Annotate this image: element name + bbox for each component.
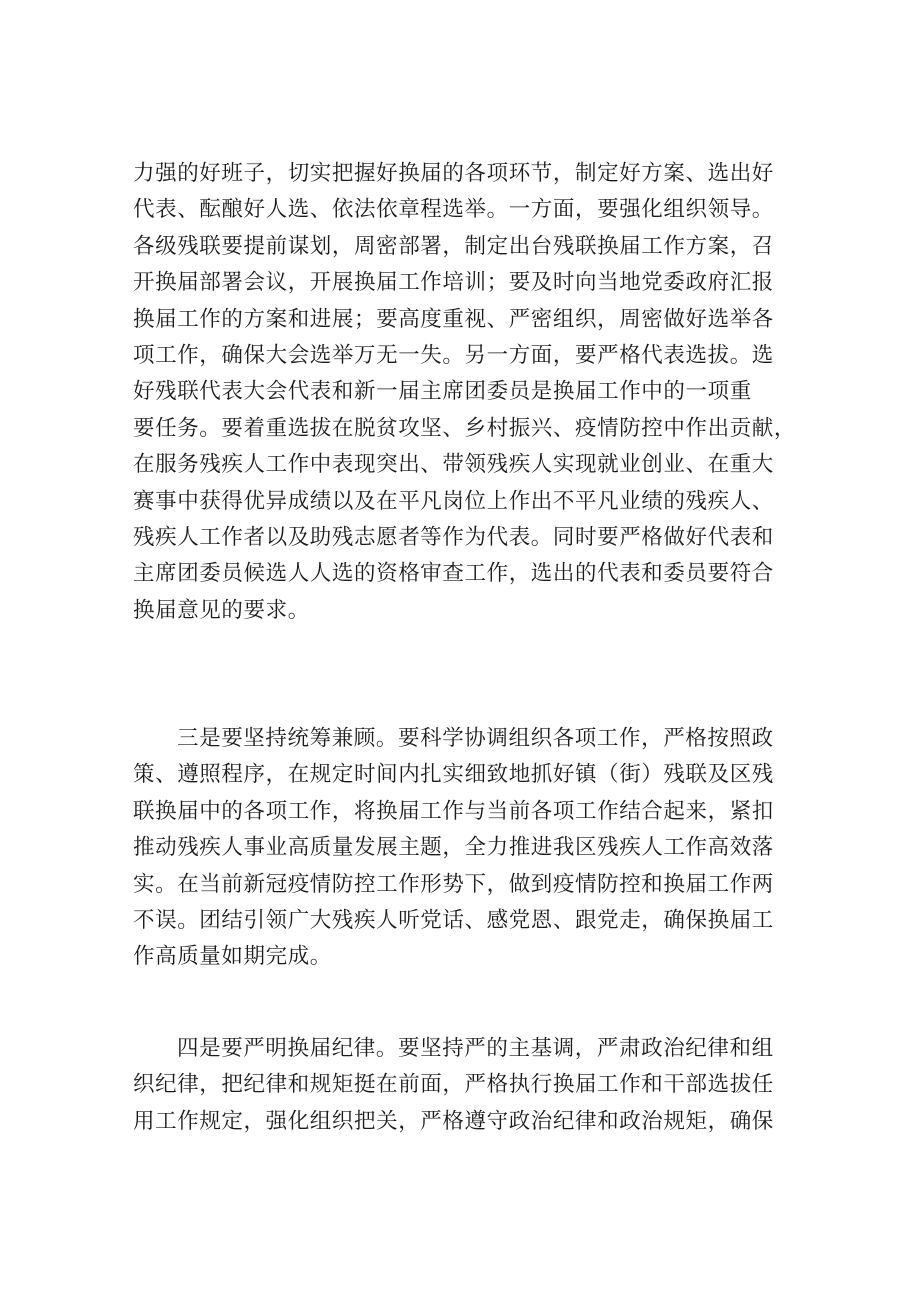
text-line: 织纪律，把纪律和规矩挺在前面，严格执行换届工作和干部选拔任	[133, 1072, 774, 1098]
text-line: 项工作，确保大会选举万无一失。另一方面，要严格代表选拔。选	[133, 342, 774, 368]
text-line: 各级残联要提前谋划，周密部署，制定出台残联换届工作方案，召	[133, 233, 774, 259]
text-line: 联换届中的各项工作，将换届工作与当前各项工作结合起来，紧扣	[133, 798, 774, 824]
text-line: 换届意见的要求。	[133, 597, 310, 623]
text-line: 力强的好班子，切实把握好换届的各项环节，制定好方案、选出好	[133, 161, 774, 186]
text-line: 开换届部署会议，开展换届工作培训；要及时向当地党委政府汇报	[133, 270, 774, 296]
text-line: 要任务。要着重选拔在脱贫攻坚、乡村振兴、疫情防控中作出贡献，	[133, 415, 797, 441]
text-line-first: 三是要坚持统筹兼顾。要科学协调组织各项工作，严格按照政	[177, 726, 774, 751]
paragraph-discipline	[133, 1031, 798, 1140]
text-line: 赛事中获得优异成绩以及在平凡岗位上作出不平凡业绩的残疾人、	[133, 488, 774, 514]
text-line: 换届工作的方案和进展；要高度重视、严密组织，周密做好选举各	[133, 306, 774, 332]
text-line: 残疾人工作者以及助残志愿者等作为代表。同时要严格做好代表和	[133, 524, 774, 550]
text-line: 策、遵照程序，在规定时间内扎实细致地抓好镇（街）残联及区残	[133, 762, 774, 788]
text-line: 好残联代表大会代表和新一届主席团委员是换届工作中的一项重	[133, 379, 752, 405]
text-line: 用工作规定，强化组织把关，严格遵守政治纪律和政治规矩，确保	[133, 1108, 774, 1134]
text-line: 代表、酝酿好人选、依法依章程选举。一方面，要强化组织领导。	[133, 197, 774, 223]
text-line: 推动残疾人事业高质量发展主题，全力推进我区残疾人工作高效落	[133, 835, 774, 861]
text-line: 主席团委员候选人人选的资格审查工作，选出的代表和委员要符合	[133, 561, 774, 587]
paragraph-leadership	[133, 156, 798, 629]
text-line: 在服务残疾人工作中表现突出、带领残疾人实现就业创业、在重大	[133, 452, 774, 478]
text-line: 不误。团结引领广大残疾人听党话、感党恩、跟党走，确保换届工	[133, 907, 774, 933]
text-line-first: 四是要严明换届纪律。要坚持严的主基调，严肃政治纪律和组	[177, 1036, 774, 1061]
paragraph-coordination	[133, 721, 798, 976]
text-line: 作高质量如期完成。	[133, 944, 332, 970]
text-line: 实。在当前新冠疫情防控工作形势下，做到疫情防控和换届工作两	[133, 871, 774, 897]
